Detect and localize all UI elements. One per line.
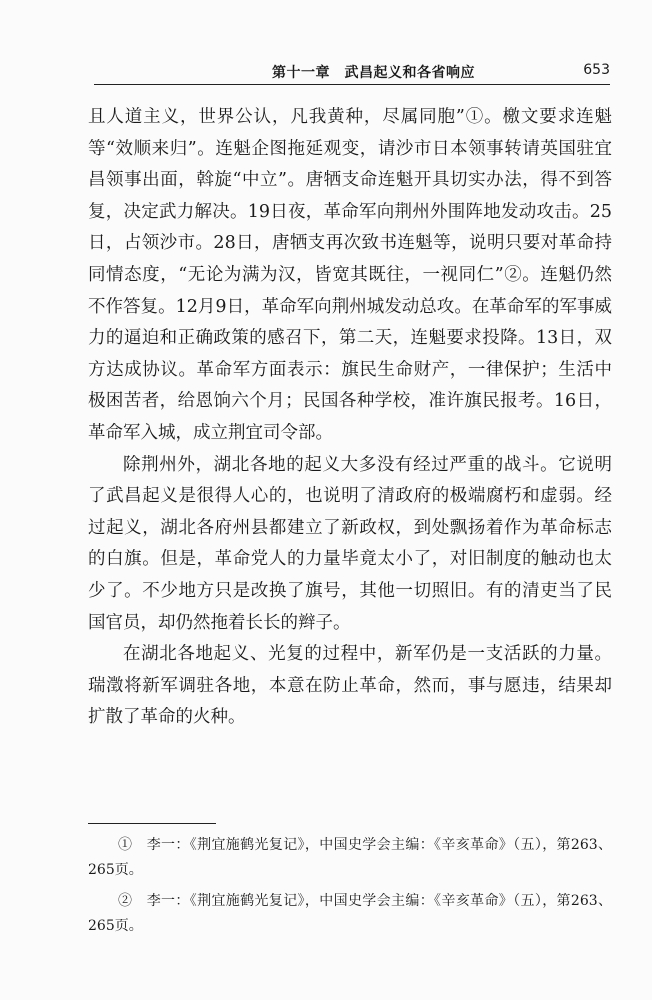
footnotes xyxy=(88,833,612,945)
footnote-rule xyxy=(88,823,216,824)
paragraph: 除荆州外，湖北各地的起义大多没有经过严重的战斗。它说明了武昌起义是很得人心的，也说明了清政府的极端腐朽和虚弱。经过起义，湖北各府州县都建立了新政权，到处飘扬着作为革命标志的白旗。但是，革命党人的力量毕竟太小了，对旧制度的触动也太少了。不少地方只是改换了旗号，其他一切照旧。有的清吏当了民国官员，却仍然拖着长长的辫子。 xyxy=(88,454,612,633)
footnote-2: ② 李一：《荆宜施鹤光复记》，中国史学会主编：《辛亥革命》（五），第263、265页。 xyxy=(88,893,612,934)
paragraph: 在湖北各地起义、光复的过程中，新军仍是一支活跃的力量。瑞澂将新军调驻各地，本意在防止革命，然而，事与愿违，结果却扩散了革命的火种。 xyxy=(88,644,612,728)
header-rule xyxy=(94,84,610,85)
body-text xyxy=(88,102,612,734)
page-number: 653 xyxy=(583,62,610,78)
running-header xyxy=(94,60,610,86)
paragraph-continued: 且人道主义，世界公认，凡我黄种，尽属同胞”①。檄文要求连魁等“效顺来归”。连魁企图拖延观变，请沙市日本领事转请英国驻宜昌领事出面，斡旋“中立”。唐牺支命连魁开具切实办法，得不到答复，决定武力解决。19日夜，革命军向荆州外围阵地发动攻击。25日，占领沙市。28日，唐牺支再次致书连魁等，说明只要对革命持同情态度，“无论为满为汉，皆宽其既往，一视同仁”②。连魁仍然不作答复。12月9日，革命军向荆州城发动总攻。在革命军的军事威力的逼迫和正确政策的感召下，第二天，连魁要求投降。13日，双方达成协议。革命军方面表示：旗民生命财产，一律保护；生活中极困苦者，给恩饷六个月；民国各种学校，准许旗民报考。16日，革命军入城，成立荆宜司令部。 xyxy=(88,107,612,443)
footnote-1: ① 李一：《荆宜施鹤光复记》，中国史学会主编：《辛亥革命》（五），第263、265页。 xyxy=(88,837,612,878)
chapter-title: 第十一章 武昌起义和各省响应 xyxy=(272,65,475,81)
